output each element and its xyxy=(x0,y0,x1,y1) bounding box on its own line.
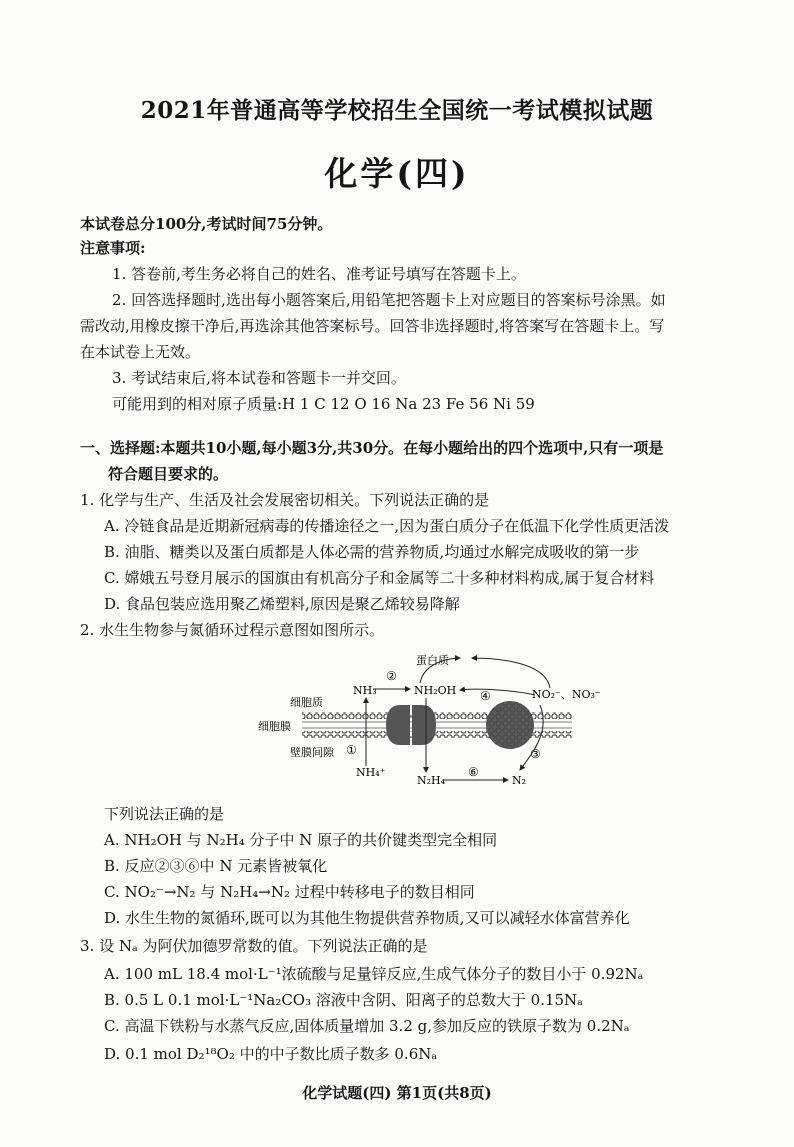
transport-protein-left xyxy=(386,705,410,745)
q2-option-d: D. 水生生物的氮循环,既可以为其他生物提供营养物质,又可以减轻水体富营养化 xyxy=(104,909,630,927)
label-nh2oh: NH₂OH xyxy=(414,684,457,697)
label-periplasm: 壁膜间隙 xyxy=(290,746,334,759)
note-2a: 2. 回答选择题时,选出每小题答案后,用铅笔把答题卡上对应题目的答案标号涂黑。如 xyxy=(112,291,666,309)
label-n2h4: N₂H₄ xyxy=(417,774,446,787)
q1-option-a: A. 冷链食品是近期新冠病毒的传播途径之一,因为蛋白质分子在低温下化学性质更活泼 xyxy=(104,517,670,535)
note-2c: 在本试卷上无效。 xyxy=(80,343,201,361)
q1-option-c: C. 嫦娥五号登月展示的国旗由有机高分子和金属等二十多种材料构成,属于复合材料 xyxy=(104,569,655,587)
exam-subtitle: 化学(四) xyxy=(324,154,470,193)
q3-option-d: D. 0.1 mol D₂¹⁸O₂ 中的中子数比质子数多 0.6Nₐ xyxy=(104,1045,438,1063)
q2-option-a: A. NH₂OH 与 N₂H₄ 分子中 N 原子的共价键类型完全相同 xyxy=(104,831,498,849)
label-circle-4: ④ xyxy=(480,689,491,703)
q3-stem: 3. 设 Nₐ 为阿伏加德罗常数的值。下列说法正确的是 xyxy=(80,937,428,955)
transport-protein-right xyxy=(412,705,436,745)
q1-option-b: B. 油脂、糖类以及蛋白质都是人体必需的营养物质,均通过水解完成吸收的第一步 xyxy=(104,543,640,561)
q3-option-a: A. 100 mL 18.4 mol·L⁻¹浓硫酸与足量锌反应,生成气体分子的数目小于 0.92Nₐ xyxy=(104,965,644,983)
label-nh4: NH₄⁺ xyxy=(356,766,386,779)
label-protein: 蛋白质 xyxy=(416,654,449,667)
section-heading-a: 一、选择题:本题共10小题,每小题3分,共30分。在每小题给出的四个选项中,只有一项是 xyxy=(80,439,664,457)
q3-option-b: B. 0.5 L 0.1 mol·L⁻¹Na₂CO₃ 溶液中含阴、阳离子的总数大于 0.15Nₐ xyxy=(104,991,583,1009)
label-circle-2: ② xyxy=(386,669,397,683)
label-cell-membrane: 细胞膜 xyxy=(258,720,291,733)
nitrogen-cycle-figure xyxy=(250,650,601,788)
exam-title: 2021年普通高等学校招生全国统一考试模拟试题 xyxy=(140,97,654,124)
q2-stem: 2. 水生生物参与氮循环过程示意图如图所示。 xyxy=(80,621,385,639)
q1-stem: 1. 化学与生产、生活及社会发展密切相关。下列说法正确的是 xyxy=(80,491,490,509)
label-cytoplasm: 细胞质 xyxy=(290,696,323,709)
q1-option-d: D. 食品包装应选用聚乙烯塑料,原因是聚乙烯较易降解 xyxy=(104,595,460,613)
note-1: 1. 答卷前,考生务必将自己的姓名、准考证号填写在答题卡上。 xyxy=(112,265,526,283)
label-circle-1: ① xyxy=(346,743,357,757)
q2-prompt: 下列说法正确的是 xyxy=(104,805,225,823)
label-circle-3: ③ xyxy=(530,747,541,761)
q2-option-b: B. 反应②③⑥中 N 元素皆被氧化 xyxy=(104,857,328,875)
q3-option-c: C. 高温下铁粉与水蒸气反应,固体质量增加 3.2 g,参加反应的铁原子数为 0.2Nₐ xyxy=(104,1017,630,1035)
notes-heading: 注意事项: xyxy=(80,239,146,257)
label-circle-6: ⑥ xyxy=(468,765,479,779)
section-heading-b: 符合题目要求的。 xyxy=(108,465,229,483)
page-footer: 化学试题(四) 第1页(共8页) xyxy=(302,1084,492,1102)
note-2b: 需改动,用橡皮擦干净后,再选涂其他答案标号。回答非选择题时,将答案写在答题卡上。写 xyxy=(80,317,665,335)
note-3: 3. 考试结束后,将本试卷和答题卡一并交回。 xyxy=(112,369,406,387)
score-line: 本试卷总分100分,考试时间75分钟。 xyxy=(80,215,333,233)
label-no2-no3: NO₂⁻、NO₃⁻ xyxy=(532,688,601,701)
label-n2: N₂ xyxy=(512,774,527,787)
label-nh3: NH₃ xyxy=(353,684,377,697)
q2-option-c: C. NO₂⁻→N₂ 与 N₂H₄→N₂ 过程中转移电子的数目相同 xyxy=(104,883,475,901)
atomic-masses: 可能用到的相对原子质量:H 1 C 12 O 16 Na 23 Fe 56 Ni 59 xyxy=(112,395,535,413)
